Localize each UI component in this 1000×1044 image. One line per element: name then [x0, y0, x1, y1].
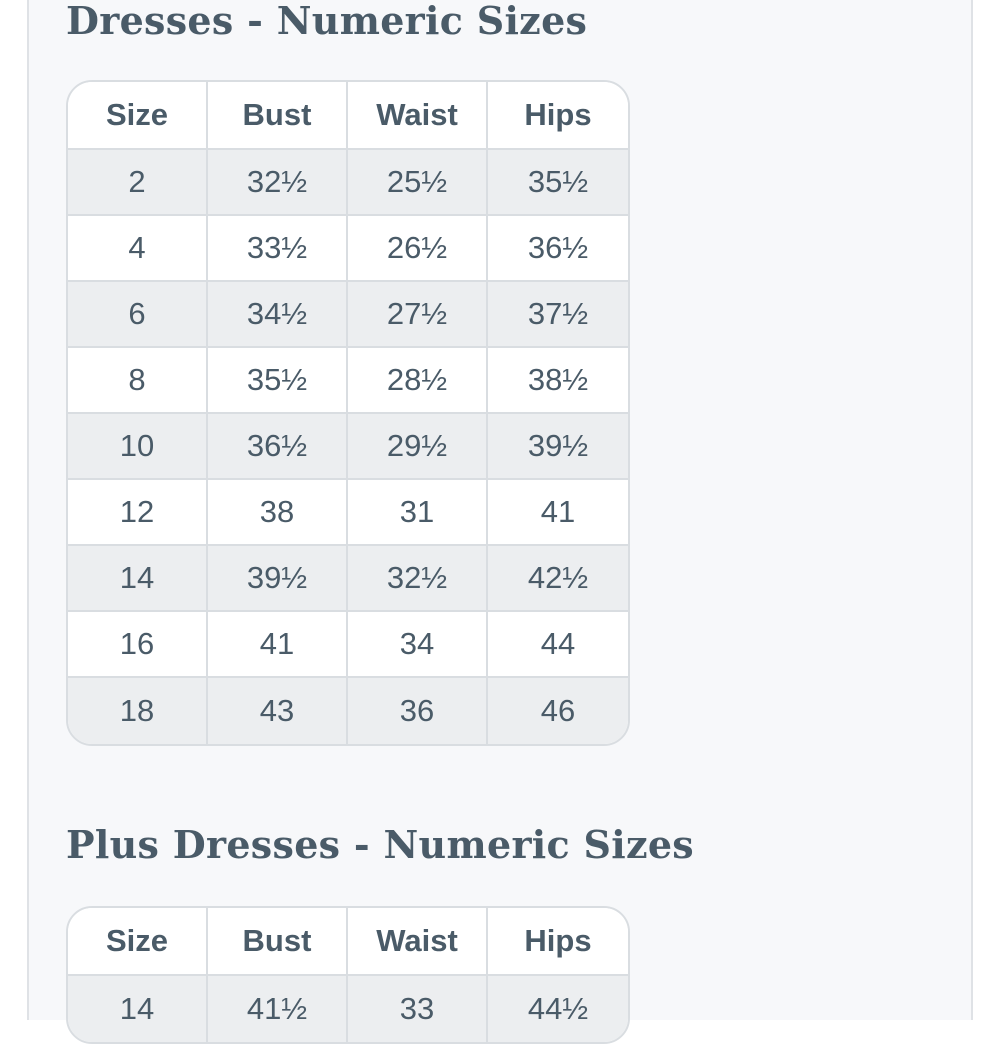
bust-cell: 33½ — [208, 216, 348, 282]
column-header-waist: Waist — [348, 908, 488, 976]
column-header-hips: Hips — [488, 82, 628, 150]
waist-cell: 32½ — [348, 546, 488, 612]
waist-cell: 26½ — [348, 216, 488, 282]
bust-cell: 43 — [208, 678, 348, 744]
bust-cell: 41½ — [208, 976, 348, 1042]
hips-cell: 36½ — [488, 216, 628, 282]
bust-cell: 38 — [208, 480, 348, 546]
bust-cell: 34½ — [208, 282, 348, 348]
size-cell: 12 — [68, 480, 208, 546]
size-cell: 4 — [68, 216, 208, 282]
size-cell: 18 — [68, 678, 208, 744]
plus-dresses-size-table — [66, 906, 630, 1044]
hips-cell: 39½ — [488, 414, 628, 480]
size-cell: 16 — [68, 612, 208, 678]
waist-cell: 29½ — [348, 414, 488, 480]
table-header-row — [68, 82, 628, 150]
table-row — [68, 282, 628, 348]
bust-cell: 39½ — [208, 546, 348, 612]
table-row — [68, 414, 628, 480]
table-row — [68, 348, 628, 414]
waist-cell: 25½ — [348, 150, 488, 216]
table-row — [68, 216, 628, 282]
waist-cell: 31 — [348, 480, 488, 546]
hips-cell: 35½ — [488, 150, 628, 216]
hips-cell: 46 — [488, 678, 628, 744]
waist-cell: 27½ — [348, 282, 488, 348]
waist-cell: 33 — [348, 976, 488, 1042]
bust-cell: 35½ — [208, 348, 348, 414]
hips-cell: 44½ — [488, 976, 628, 1042]
size-cell: 14 — [68, 976, 208, 1042]
column-header-size: Size — [68, 82, 208, 150]
table-row — [68, 546, 628, 612]
size-cell: 2 — [68, 150, 208, 216]
waist-cell: 36 — [348, 678, 488, 744]
table-header-row — [68, 908, 628, 976]
dresses-section-title: Dresses - Numeric Sizes — [66, 0, 588, 43]
waist-cell: 34 — [348, 612, 488, 678]
hips-cell: 41 — [488, 480, 628, 546]
size-cell: 8 — [68, 348, 208, 414]
column-header-bust: Bust — [208, 908, 348, 976]
hips-cell: 37½ — [488, 282, 628, 348]
column-header-hips: Hips — [488, 908, 628, 976]
column-header-size: Size — [68, 908, 208, 976]
hips-cell: 44 — [488, 612, 628, 678]
column-header-waist: Waist — [348, 82, 488, 150]
bust-cell: 41 — [208, 612, 348, 678]
hips-cell: 42½ — [488, 546, 628, 612]
table-row — [68, 976, 628, 1042]
table-row — [68, 678, 628, 744]
table-row — [68, 150, 628, 216]
plus-dresses-section-title: Plus Dresses - Numeric Sizes — [66, 822, 694, 867]
size-cell: 14 — [68, 546, 208, 612]
size-cell: 10 — [68, 414, 208, 480]
hips-cell: 38½ — [488, 348, 628, 414]
dresses-size-table — [66, 80, 630, 746]
table-row — [68, 612, 628, 678]
column-header-bust: Bust — [208, 82, 348, 150]
table-row — [68, 480, 628, 546]
waist-cell: 28½ — [348, 348, 488, 414]
bust-cell: 36½ — [208, 414, 348, 480]
size-cell: 6 — [68, 282, 208, 348]
bust-cell: 32½ — [208, 150, 348, 216]
